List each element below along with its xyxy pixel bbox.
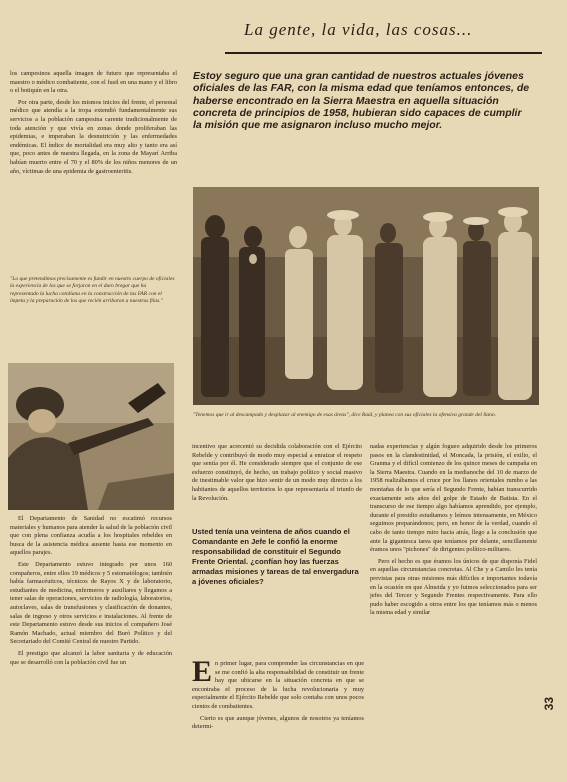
group-photo	[193, 187, 539, 405]
pull-quote-1: "Lo que pretendimos precisamente es fundir en nuestro cuerpo de oficiales la experiencia de los que se forjaron en el duro bregar que ha representado la lucha cotidiana en la construcción de las FAR con el ímpetu y la preparación de los que recién arribaron a nuestras filas."	[10, 276, 175, 305]
lower-left-paragraph-3: El prestigio que alcanzó la labor sanitaria y de educación que se desarrolló con la población civil fue un	[10, 649, 172, 666]
soldier-photo	[8, 363, 174, 510]
lower-left-text	[10, 515, 172, 670]
header-rule	[225, 52, 542, 54]
right-paragraph-1: nadas experiencias y algún fogueo adquirido desde los primeros pasos en la clandestinidad, el Moncada, la prisión, el exilio, el Granma y el difícil comienzo de los quince meses de campaña en la Sierra Maestra. Cuando en la medianoche del 10 de marzo de 1958 realizábamos el cruce por los llanos orientales rumbo a las montañas de lo que sería el Segundo Frente, habían transcurrido exactamente seis años del golpe de Estado de Batista. En el transcurso de ese tiempo algo habíamos aprendido, por ejemplo, durante el presidio estudiamos y leímos intensamente, en México seguimos preparándonos; pero, en honor de la verdad, cuando el cabo de tanto tiempo miro hacia atrás, llego a la conclusión que ante la gigantesca tarea que teníamos por delante, sencillamente éramos unos "pichones" de dirigentes político-militares.	[370, 443, 537, 554]
section-header-title: La gente, la vida, las cosas...	[244, 20, 473, 39]
intro-text	[10, 70, 177, 179]
photo-caption: "Tenemos que ir al descampado y desplazar al enemigo de esas áreas", dice Raúl, y planea con sus oficiales la ofensiva grande del llano.	[193, 412, 497, 418]
answer-paragraph-2: Cierto es que aunque jóvenes, algunos de nosotros ya teníamos determi-	[192, 714, 364, 731]
right-paragraph-2: Pero el hecho es que éramos los únicos de que disponía Fidel en aquellas circunstancias concretas. Al Che y a Camilo les tenía previstas para otras misiones más difíciles e importantes todavía en la ocasión en que Almeida y yo fuimos seleccionados para ser jefes del Tercer y Segundo Frentes respectivamente. Para ello pudo haber escogido a otros entre los que teníamos más o menos la misma edad y similar	[370, 557, 537, 617]
intro-paragraph-2: Por otra parte, desde los mismos inicios del frente, el personal médico que atendía a la tropa extendió fundamentalmente sus servicios a la población campesina carente tradicionalmente de toda atención y que vivía en zonas donde proliferaban las epidemias, e imperaban la desnutrición y las enfermedades endémicas. El índice de mortalidad era muy alto y tanto era así que, poco antes de nuestra llegada, en la zona de Mayarí Arriba habían muerto entre el 70 y el 80% de los niños menores de un año, víctimas de una epidemia de gastroenteritis.	[10, 98, 177, 175]
drop-cap-letter: E	[192, 655, 213, 688]
middle-top-paragraph: incentivo que acrecentó su decidida colaboración con el Ejército Rebelde y contribuyó de modo muy especial a enraizar el respeto que sentía por él. He considerado siempre que el conjunto de ese esfuerzo constituyó, de hecho, un trabajo político y social masivo de inestimable valor que hizo sentir de un modo muy directo a los habitantes de aquellos territorios lo que representaría el triunfo de la Revolución.	[192, 443, 362, 502]
lower-left-paragraph-1: El Departamento de Sanidad no escatimó recursos materiales y humanos para atender la salud de la población civil que con plena confianza acudía a los hospitales rebeldes en busca de la asistencia médica ausente hasta ese momento en aquellos parajes.	[10, 515, 172, 557]
answer-paragraph-1: n primer lugar, para comprender las circunstancias en que se me confió la alta responsabilidad de constituir un frente hay que ubicarse en la situación concreta en que se encontraba el proceso de la lucha revolucionaria y muy especialmente el Ejército Rebelde que solo contaba con unos pocos cientos de combatientes.	[192, 660, 364, 710]
interview-question: Usted tenía una veintena de años cuando el Comandante en Jefe le confió la enorme responsabilidad de constituir el Segundo Frente Oriental. ¿confían hoy las fuerzas armadas misiones y tareas de tal envergadura a jóvenes oficiales?	[192, 527, 359, 586]
lower-left-paragraph-2: Este Departamento estuvo integrado por unos 160 compañeros, entre ellos 19 médicos y 5 estomatólogos; también había farmacéuticos, técnicos de Rayos X y de laboratorio, estudiantes de medicina, enfermeros y auxiliares y llegamos a tener salas de operaciones, servicios de radiología, laboratorios, autoclaves, salas de transfusiones y clasificación de donantes, salas de ingreso y otros servicios e instalaciones. Al frente de este Departamento estuvo desde sus inicios el compañero José Ramón Machado, actual miembro del Buró Político y del Secretariado del Comité Central de nuestro Partido.	[10, 560, 172, 646]
right-column-text	[370, 443, 537, 621]
intro-paragraph-1: los campesinos aquella imagen de futuro que representaba el maestro o médico combatiente, con el fusil en una mano y el libro o el botiquín en la otra.	[10, 70, 177, 95]
middle-column-answer	[192, 655, 364, 735]
middle-column-top-text	[192, 443, 362, 506]
highlight-quote: Estoy seguro que una gran cantidad de nuestros actuales jóvenes oficiales de las FAR, con la misma edad que teníamos entonces, de haberse encontrado en la Sierra Maestra en aquella situación concreta de principios de 1958, hubieran sido capaces de cumplir la misión que me asignaron incluso mucho mejor.	[193, 70, 530, 132]
page-number: 33	[542, 697, 556, 711]
